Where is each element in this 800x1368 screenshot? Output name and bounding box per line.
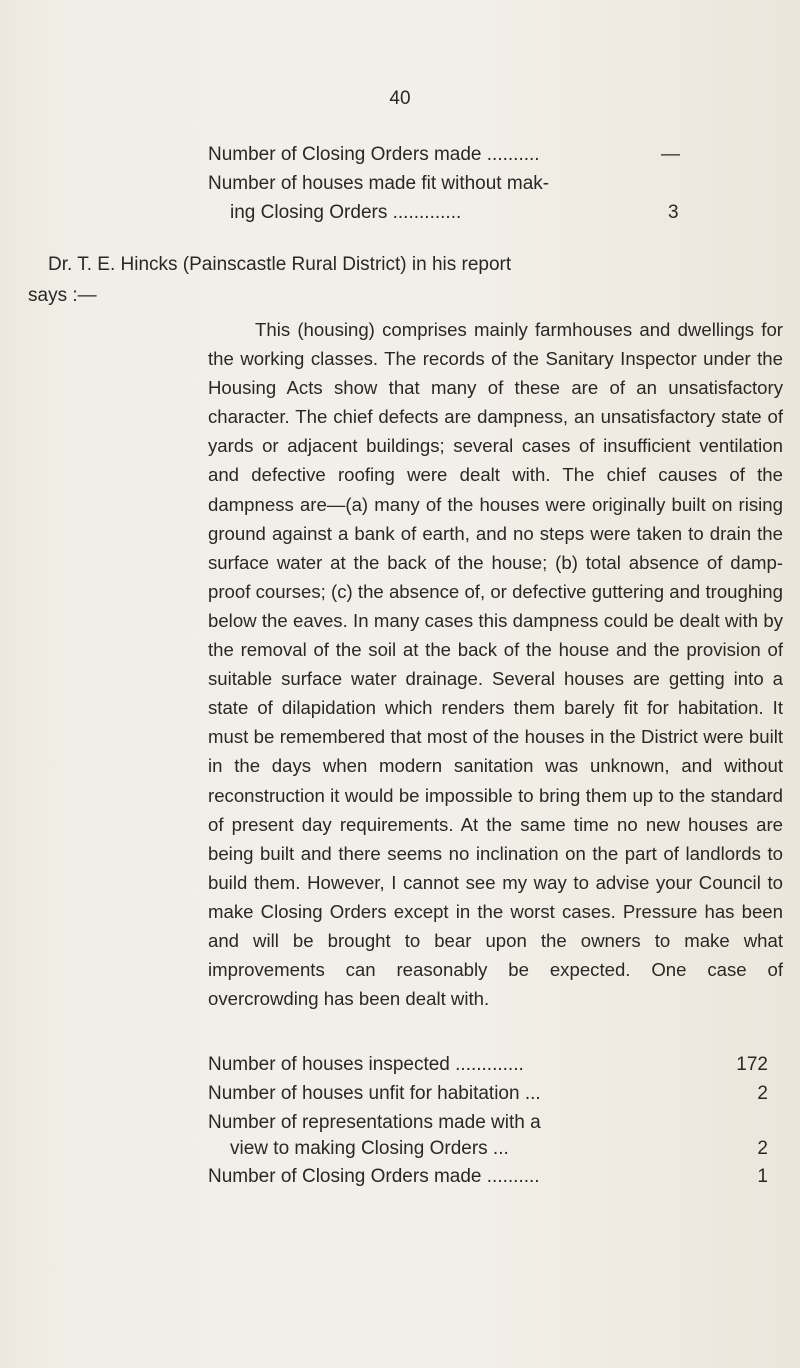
- houses-fit-value: 3: [668, 202, 679, 223]
- intro-line1: Dr. T. E. Hincks (Painscastle Rural District) in his report: [48, 254, 512, 275]
- houses-fit-entry-cont: [208, 199, 768, 227]
- houses-fit-label-line1: Number of houses made fit without mak-: [208, 173, 550, 194]
- stat-value: 172: [736, 1054, 768, 1075]
- houses-fit-label-line2: ing Closing Orders .............: [230, 202, 462, 223]
- closing-orders-value: —: [661, 144, 680, 165]
- stat-row: [208, 1112, 768, 1140]
- stat-label: Number of Closing Orders made ..........: [208, 1166, 540, 1187]
- closing-orders-entry: [208, 141, 768, 169]
- stat-value: 2: [757, 1083, 768, 1104]
- stat-row: [208, 1054, 768, 1082]
- stat-label: Number of houses inspected .............: [208, 1054, 524, 1075]
- intro-line2: says :—: [28, 285, 97, 306]
- report-paragraph: This (housing) comprises mainly farmhouses and dwellings for the working classes. The records of the Sanitary Inspector under the Housing Acts show that many of these are of an unsatisfactory character. The chief defects are dampness, an unsatisfactory state of yards or adjacent buildings; several cases of insufficient ventilation and defective roofing were dealt with. The chief causes of the dampness are—(a) many of the houses were originally built on rising ground against a bank of earth, and no steps were taken to drain the surface water at the back of the house; (b) total absence of damp-proof courses; (c) the absence of, or defective guttering and troughing below the eaves. In many cases this dampness could be dealt with by the removal of the soil at the back of the house and the provision of suitable surface water drainage. Several houses are getting into a state of dilapidation which renders them barely fit for habitation. It must be remembered that most of the houses in the District were built in the days when modern sanitation was unknown, and without reconstruction it would be impossible to bring them up to the standard of present day requirements. At the same time no new houses are being built and there seems no inclination on the part of landlords to build them. However, I cannot see my way to advise your Council to make Closing Orders except in the worst cases. Pressure has been and will be brought to bear upon the owners to make what improvements can reasonably be expected. One case of overcrowding has been dealt with.: [208, 319, 783, 1010]
- stat-value: 1: [757, 1166, 768, 1187]
- closing-orders-label: Number of Closing Orders made ..........: [208, 144, 540, 165]
- houses-fit-entry: [208, 170, 768, 198]
- stat-row: [208, 1166, 768, 1194]
- stat-label-cont: view to making Closing Orders ...: [230, 1138, 509, 1159]
- stat-row: [208, 1138, 768, 1166]
- stat-label: Number of houses unfit for habitation ...: [208, 1083, 541, 1104]
- stat-value: 2: [757, 1138, 768, 1159]
- stat-row: [208, 1083, 768, 1111]
- page-number: 40: [389, 88, 411, 109]
- stat-label: Number of representations made with a: [208, 1112, 541, 1133]
